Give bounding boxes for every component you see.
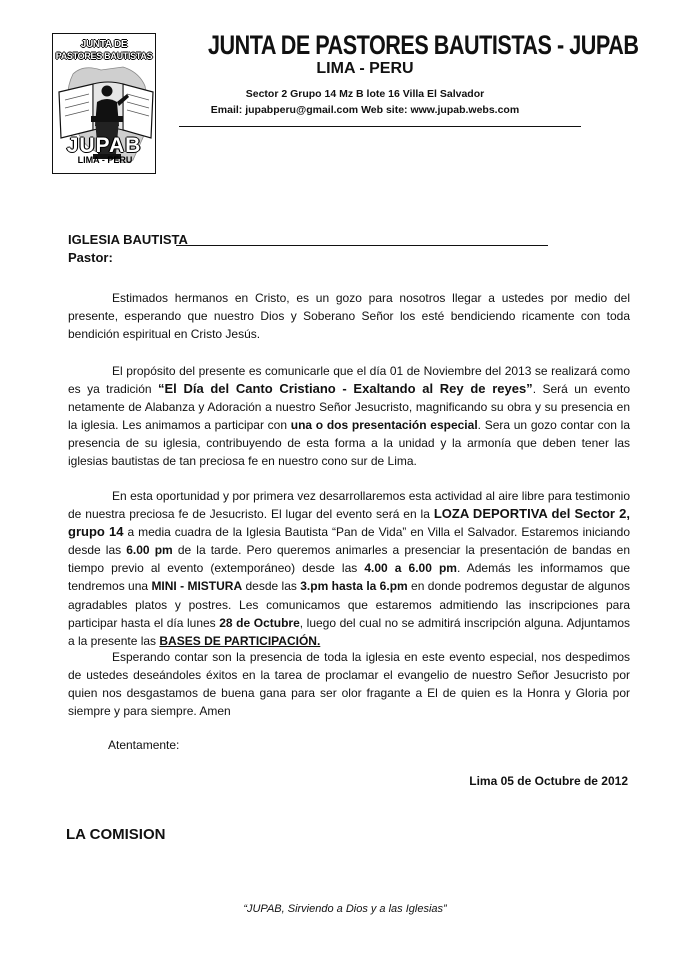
paragraph-farewell: Esperando contar son la presencia de toda la iglesia en este evento especial, nos despedimos de ustedes deseándoles éxitos en la tarea de proclamar el evangelio de nuestro Señor Jesucristo por quien nos desgastamos de buena gana para ser olor fragante a El de quien es la Honra y Gloria por siempre y para siempre. Amen [68, 650, 630, 719]
event-name: “El Día del Canto Cristiano - Exaltando al Rey de reyes” [157, 381, 533, 397]
paragraph-details [68, 487, 630, 650]
church-name-blank [176, 245, 548, 246]
text-span: en donde podremos degustar de algunos agradables platos y postres. Les comunicamos que estaremos admitiendo las inscripciones para participar hasta el día lunes [68, 579, 631, 630]
registration-deadline: 28 de Octubre [219, 615, 300, 630]
text-span: de la tarde. Pero queremos animarles a presenciar la presentación de bandas en tiempo previo al evento (extemporáneo) desde las [68, 543, 630, 576]
paragraph-purpose [68, 362, 630, 471]
signature: LA COMISION [66, 826, 166, 843]
organization-contact: Email: jupabperu@gmail.com Web site: www.jupab.webs.com [210, 104, 520, 116]
text-span: En esta oportunidad y por primera vez desarrollaremos esta actividad al aire libre para testimonio de nuestra preciosa fe de Jesucristo. El lugar del evento será en la [68, 489, 630, 522]
header-divider [179, 126, 581, 127]
organization-title: JUNTA DE PASTORES BAUTISTAS - JUPAB [208, 30, 639, 60]
organization-address: Sector 2 Grupo 14 Mz B lote 16 Villa El Salvador [245, 88, 485, 100]
mini-mistura: MINI - MISTURA [151, 579, 243, 594]
logo-city: LIMA - PERU [77, 155, 133, 165]
text-span: El propósito del presente es comunicarle que el día 01 de Noviembre del 2013 se realizará como es ya tradición [68, 364, 630, 397]
text-span: a media cuadra de la Iglesia Bautista “Pan de Vida” en Villa el Salvador. Estaremos iniciando desde las [68, 525, 630, 558]
text-span: desde las [242, 579, 301, 594]
logo-acronym: JUPAB [66, 134, 142, 157]
participation-note: una o dos presentación especial [290, 418, 478, 433]
text-span: , luego del cual no se admitirá inscripción alguna. Adjuntamos a la presente las [68, 615, 631, 648]
church-label: IGLESIA BAUTISTA [68, 232, 188, 247]
organization-city: LIMA - PERU [316, 60, 414, 77]
footer-motto: “JUPAB, Sirviendo a Dios y a las Iglesias” [243, 903, 447, 915]
jupab-logo [52, 33, 156, 174]
letter-date: Lima 05 de Octubre de 2012 [469, 774, 628, 788]
logo-text-top: JUNTA DE [80, 39, 128, 50]
logo-text-second: PASTORES BAUTISTAS [55, 51, 153, 61]
closing: Atentamente: [108, 738, 180, 752]
mistura-time: 3.pm hasta la 6.pm [300, 579, 408, 594]
text-span: . Será un evento netamente de Alabanza y Adoración a nuestro Señor Jesucristo, magnificando su obra y su presencia en la iglesia. Les animamos a participar con [68, 382, 630, 433]
text-span: . Además les informamos que tendremos una [68, 561, 631, 594]
bands-time: 4.00 a 6.00 pm [364, 561, 457, 576]
event-location: LOZA DEPORTIVA del Sector 2, grupo 14 [68, 506, 630, 540]
paragraph-greeting: Estimados hermanos en Cristo, es un gozo para nosotros llegar a ustedes por medio del presente, esperando que nuestro Dios y Soberano Señor los esté bendiciendo ricamente con toda bendición espiritual en Cristo Jesús. [68, 291, 630, 342]
pastor-label: Pastor: [68, 250, 113, 265]
participation-rules-link: BASES DE PARTICIPACIÓN. [159, 633, 321, 648]
start-time: 6.00 pm [126, 543, 173, 558]
text-span: . Sera un gozo contar con la presencia de su iglesia, contribuyendo de esta forma a la unidad y la armonía que deben tener las iglesias bautistas de tan preciosa fe en nuestro cono sur de Lima. [68, 418, 631, 469]
